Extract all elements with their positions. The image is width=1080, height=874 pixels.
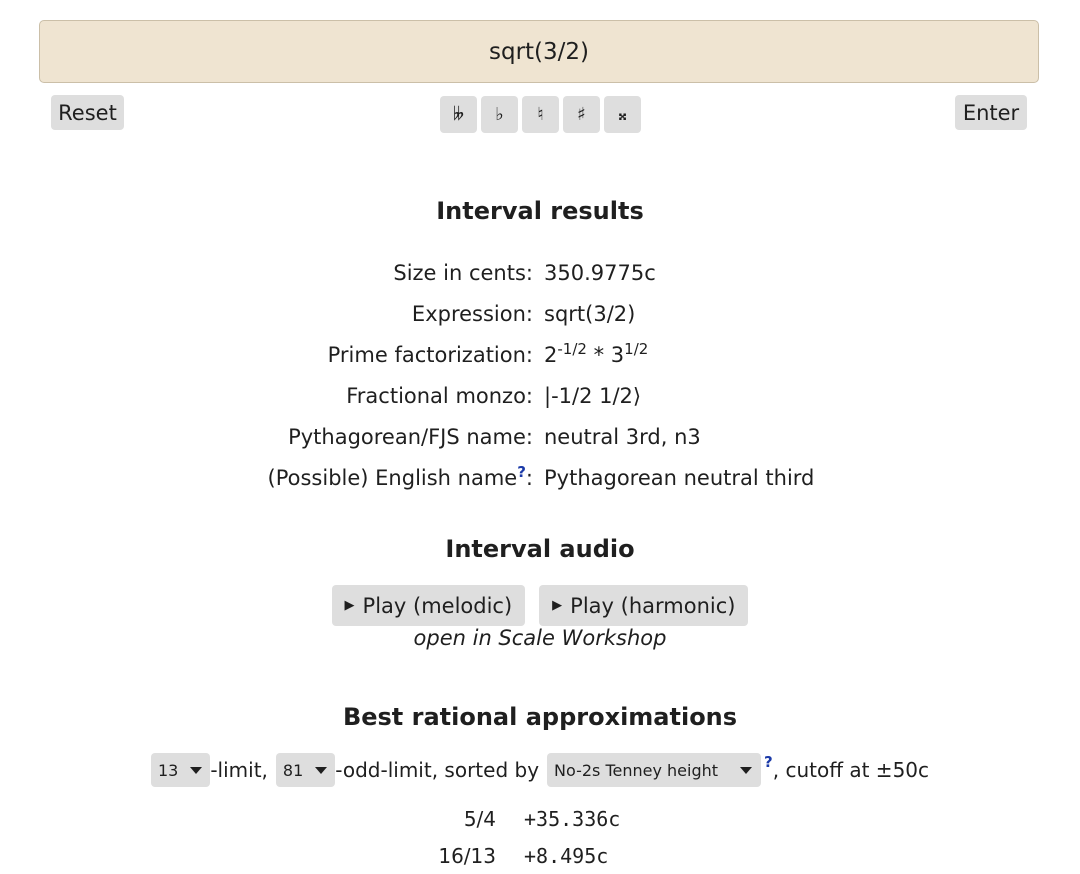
- accidental-buttons: [440, 96, 641, 133]
- interval-audio-title: Interval audio: [445, 535, 635, 563]
- english-label: [0, 462, 533, 490]
- double-sharp-button[interactable]: 𝄪: [604, 96, 641, 133]
- cutoff-text: , cutoff at ±50c: [772, 758, 930, 782]
- monzo-value: |-1/2 1/2⟩: [544, 383, 642, 408]
- fjs-value: neutral 3rd, n3: [544, 424, 701, 449]
- fjs-label: Pythagorean/FJS name:: [288, 424, 533, 449]
- monzo-label: Fractional monzo:: [346, 383, 533, 408]
- play-melodic-label: Play (melodic): [362, 593, 513, 618]
- result-row-expression: [0, 293, 1080, 334]
- play-harmonic-button[interactable]: [539, 585, 748, 626]
- cents-label: Size in cents:: [393, 260, 533, 285]
- result-row-cents: [0, 252, 1080, 293]
- play-harmonic-label: Play (harmonic): [570, 593, 736, 618]
- sort-by-select[interactable]: [547, 753, 761, 787]
- expression-label: Expression:: [411, 301, 533, 326]
- prime-separator: *: [586, 342, 611, 367]
- result-row-fjs: [0, 416, 1080, 457]
- play-icon: ▶: [552, 598, 563, 613]
- english-value: Pythagorean neutral third: [544, 465, 815, 490]
- audio-controls: [0, 585, 1080, 626]
- prime-base-2: 2: [544, 342, 558, 367]
- list-item: [0, 800, 1080, 837]
- scale-workshop-link[interactable]: open in Scale Workshop: [413, 626, 667, 650]
- prime-limit-value: 13: [157, 760, 179, 780]
- prime-value: [533, 339, 649, 367]
- chevron-down-icon: [315, 767, 327, 774]
- approximation-ratio: 16/13: [438, 843, 496, 868]
- english-name-help-icon[interactable]: ?: [517, 462, 526, 481]
- list-item: [0, 837, 1080, 874]
- approximation-cents: +8.495c: [524, 843, 609, 868]
- interval-results-title: Interval results: [436, 197, 644, 225]
- odd-limit-select[interactable]: [276, 753, 335, 787]
- prime-label: Prime factorization:: [327, 342, 533, 367]
- reset-button[interactable]: Reset: [51, 95, 124, 130]
- prime-limit-suffix: -limit,: [210, 758, 268, 782]
- interval-expression-input[interactable]: [39, 20, 1039, 83]
- result-row-monzo: [0, 375, 1080, 416]
- enter-button[interactable]: Enter: [955, 95, 1027, 130]
- natural-button[interactable]: ♮: [522, 96, 559, 133]
- english-label-colon: :: [525, 465, 533, 490]
- cents-value: 350.9775c: [544, 260, 656, 285]
- chevron-down-icon: [740, 767, 752, 774]
- approximations-title: Best rational approximations: [342, 703, 738, 731]
- odd-limit-suffix: -odd-limit, sorted by: [335, 758, 540, 782]
- result-row-prime: [0, 334, 1080, 375]
- prime-limit-select[interactable]: [151, 753, 210, 787]
- double-flat-button[interactable]: 𝄫: [440, 96, 477, 133]
- sort-by-value: No-2s Tenney height: [554, 760, 719, 780]
- result-row-english: [0, 457, 1080, 498]
- flat-button[interactable]: ♭: [481, 96, 518, 133]
- prime-exponent-3: 1/2: [624, 339, 649, 358]
- approximation-list: [0, 800, 1080, 874]
- prime-base-3: 3: [610, 342, 625, 367]
- approximation-cents: +35.336c: [524, 806, 621, 831]
- approximation-options: 13 -limit, 81 -odd-limit, sorted by No-2s Tenney height ? , cutoff at ±50c: [0, 753, 1080, 787]
- chevron-down-icon: [190, 767, 202, 774]
- sharp-button[interactable]: ♯: [563, 96, 600, 133]
- expression-value: sqrt(3/2): [544, 301, 636, 326]
- play-icon: ▶: [344, 598, 355, 613]
- approximation-ratio: 5/4: [463, 806, 496, 831]
- interval-results-table: [0, 252, 1080, 498]
- prime-exponent-2: -1/2: [557, 339, 587, 358]
- english-label-text: (Possible) English name: [267, 465, 518, 490]
- odd-limit-value: 81: [282, 760, 304, 780]
- play-melodic-button[interactable]: [332, 585, 526, 626]
